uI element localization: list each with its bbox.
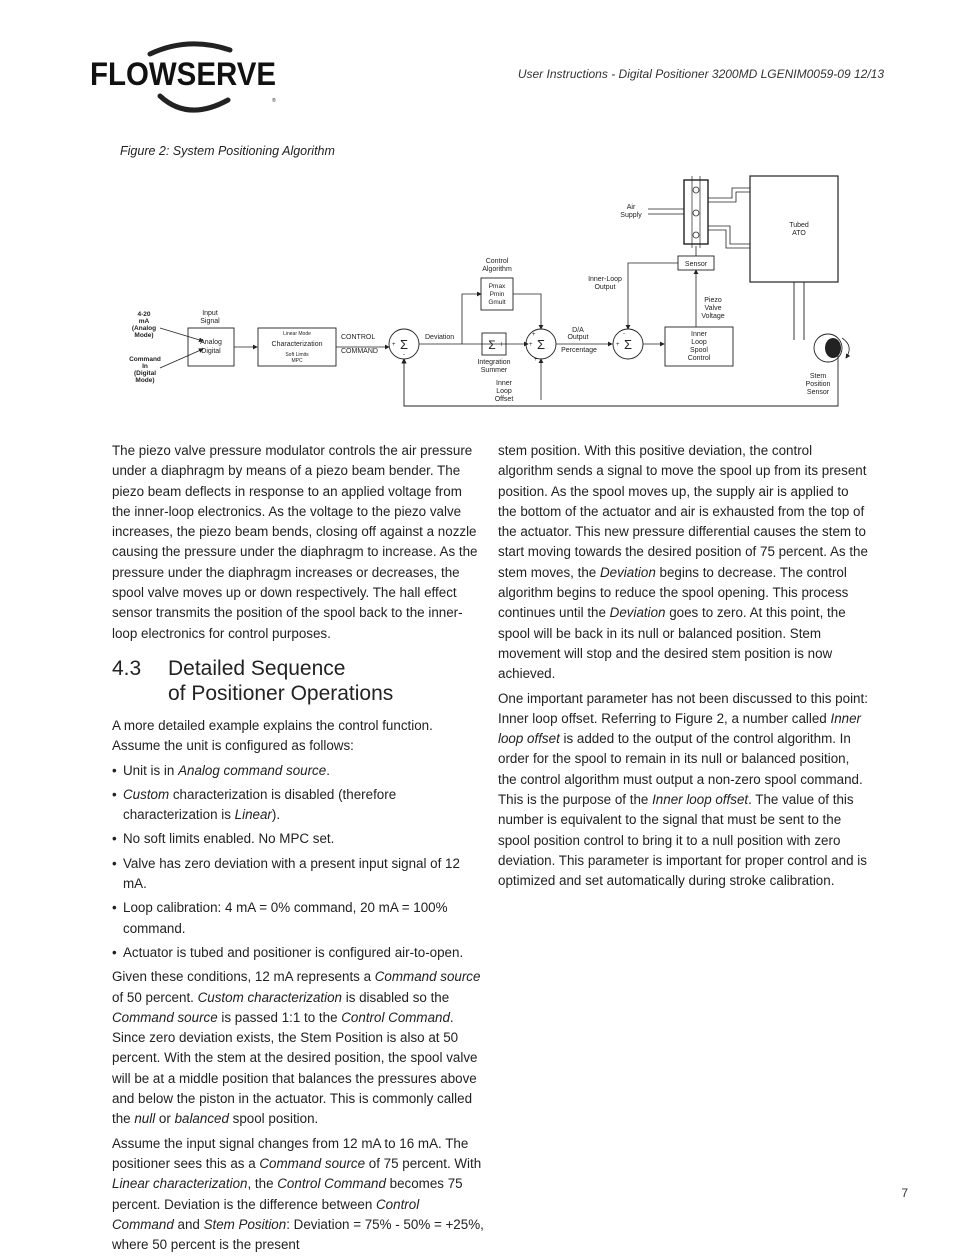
svg-text:4-20: 4-20 bbox=[137, 311, 151, 318]
svg-text:Voltage: Voltage bbox=[701, 313, 725, 320]
logo-text: FLOWSERVE bbox=[90, 56, 276, 92]
svg-text:Signal: Signal bbox=[200, 318, 220, 325]
svg-text:-: - bbox=[403, 352, 405, 358]
flowserve-logo bbox=[88, 40, 280, 114]
list-item: • Valve has zero deviation with a present input signal of 12 mA. bbox=[112, 854, 484, 895]
svg-text:Offset: Offset bbox=[494, 396, 514, 403]
svg-text:Mode): Mode) bbox=[134, 332, 154, 339]
svg-text:Command: Command bbox=[129, 356, 161, 363]
svg-text:Mode): Mode) bbox=[135, 377, 155, 384]
svg-text:(Digital: (Digital bbox=[133, 370, 157, 377]
svg-text:mA: mA bbox=[138, 318, 150, 325]
paragraph: Given these conditions, 12 mA represents a Command source of 50 percent. Custom characterization is disabled so the Command source is passed 1:1 to the Control Command. Since zero deviation exists, the Stem Position is also at 50 percent. With the stem at the desired position, the spool valve will be at a middle position that balances the pressures above and below the piston in the actuator. This is commonly called the null or balanced spool position. bbox=[112, 969, 481, 1127]
svg-text:+: + bbox=[532, 332, 536, 338]
svg-text:MPC: MPC bbox=[291, 358, 303, 364]
svg-text:Loop: Loop bbox=[496, 388, 512, 395]
svg-text:Summer: Summer bbox=[480, 367, 508, 374]
svg-text:Control: Control bbox=[485, 258, 509, 265]
svg-text:Deviation: Deviation bbox=[425, 334, 455, 341]
svg-text:Sensor: Sensor bbox=[684, 261, 708, 268]
system-positioning-diagram bbox=[100, 168, 860, 420]
svg-text:In: In bbox=[142, 363, 148, 370]
svg-text:-: - bbox=[623, 331, 625, 337]
figure-caption: Figure 2: System Positioning Algorithm bbox=[120, 144, 335, 158]
configuration-list bbox=[112, 761, 484, 964]
svg-text:Inner: Inner bbox=[496, 380, 512, 387]
svg-text:®: ® bbox=[272, 98, 276, 104]
svg-text:Σ: Σ bbox=[536, 337, 546, 352]
svg-text:Linear Mode: Linear Mode bbox=[283, 331, 311, 337]
paragraph: One important parameter has not been discussed to this point: Inner loop offset. Referring to Figure 2, a number called Inner loop offset is added to the output of the control algorithm. In order for the spool to remain in its null or balanced position, the control algorithm must output a non-zero spool command. This is the purpose of the Inner loop offset. The value of this number is equivalent to the signal that must be sent to the spool position control to bring it to a null position with zero deviation. This parameter is important for proper control and is optimized and set automatically during stroke calibration. bbox=[498, 690, 868, 889]
svg-text:Inner: Inner bbox=[691, 331, 707, 338]
svg-text:Pmax: Pmax bbox=[488, 283, 506, 290]
svg-text:I: I bbox=[501, 342, 503, 348]
section-heading bbox=[112, 656, 484, 706]
svg-text:Gmult: Gmult bbox=[488, 299, 506, 306]
svg-text:Integration: Integration bbox=[477, 359, 511, 366]
svg-text:Supply: Supply bbox=[620, 212, 642, 219]
svg-text:ATO: ATO bbox=[792, 230, 806, 237]
svg-text:Stem: Stem bbox=[809, 373, 827, 380]
section-title: Detailed Sequence of Positioner Operations bbox=[168, 656, 394, 705]
paragraph: Assume the input signal changes from 12 mA to 16 mA. The positioner sees this as a Command source of 75 percent. With Linear characterization, the Control Command becomes 75 percent. Deviation is the difference between Control Command and Stem Position: Deviation = 75% - 50% = +25%, where 50 percent is the present bbox=[112, 1135, 484, 1253]
svg-text:Output: Output bbox=[567, 334, 589, 341]
svg-text:COMMAND: COMMAND bbox=[341, 348, 378, 355]
list-item: • Custom characterization is disabled (therefore characterization is Linear). bbox=[112, 785, 484, 826]
paragraph: stem position. With this positive deviation, the control algorithm sends a signal to move the spool up from its present position. As the spool moves up, the supply air is applied to the bottom of the actuator and air is exhausted from the top of the actuator. This new pressure differential causes the stem to start moving towards the desired position of 75 percent. As the stem moves, the Deviation begins to decrease. The control algorithm begins to reduce the spool opening. This process continues until the Deviation goes to zero. At this point, the spool will be back in its null or balanced position. Stem movement will stop and the desired stem position is now achieved. bbox=[498, 443, 868, 682]
svg-text:Piezo: Piezo bbox=[704, 297, 722, 304]
section-number: 4.3 bbox=[112, 656, 142, 680]
svg-text:Input: Input bbox=[202, 310, 218, 317]
svg-text:Pmin: Pmin bbox=[489, 291, 505, 298]
text-column-left bbox=[112, 441, 484, 1259]
text-column-right bbox=[498, 441, 870, 896]
document-title: User Instructions - Digital Positioner 3200MD LGENIM0059-09 12/13 bbox=[517, 67, 884, 81]
svg-text:+: + bbox=[616, 342, 620, 348]
svg-text:+: + bbox=[534, 357, 538, 363]
svg-text:Valve: Valve bbox=[704, 305, 722, 312]
paragraph: The piezo valve pressure modulator controls the air pressure under a diaphragm by means of a piezo beam bender. The piezo beam deflects in response to an applied voltage from the inner-loop electronics. As the voltage to the piezo valve increases, the piezo beam bends, closing off against a nozzle causing the pressure under the diaphragm to increase. As the pressure under the diaphragm increases or decreases, the spool valve moves up or down respectively. The hall effect sensor transmits the position of the spool back to the inner-loop electronics for control purposes. bbox=[112, 443, 478, 641]
svg-text:Sensor: Sensor bbox=[806, 389, 830, 396]
svg-text:Control: Control bbox=[687, 355, 711, 362]
svg-text:(Analog: (Analog bbox=[131, 325, 157, 332]
svg-text:Soft Limits: Soft Limits bbox=[285, 352, 309, 358]
svg-text:Digital: Digital bbox=[201, 348, 221, 355]
svg-text:Inner-Loop: Inner-Loop bbox=[588, 276, 622, 283]
svg-text:D/A: D/A bbox=[572, 327, 584, 334]
svg-text:Output: Output bbox=[594, 284, 616, 291]
svg-text:Position: Position bbox=[805, 381, 831, 388]
svg-text:Tubed: Tubed bbox=[789, 222, 809, 229]
paragraph: A more detailed example explains the control function. Assume the unit is configured as follows: bbox=[112, 717, 433, 754]
svg-text:Characterization: Characterization bbox=[271, 341, 323, 348]
svg-text:Analog: Analog bbox=[200, 339, 222, 346]
list-item: • Loop calibration: 4 mA = 0% command, 20 mA = 100% command. bbox=[112, 898, 484, 939]
list-item: • No soft limits enabled. No MPC set. bbox=[112, 829, 484, 849]
svg-text:Spool: Spool bbox=[690, 347, 708, 354]
svg-text:+: + bbox=[529, 342, 533, 348]
svg-text:+: + bbox=[392, 342, 396, 348]
svg-text:Σ: Σ bbox=[623, 337, 633, 352]
svg-text:Algorithm: Algorithm bbox=[482, 266, 512, 273]
svg-text:Σ: Σ bbox=[488, 338, 496, 352]
list-item: • Actuator is tubed and positioner is configured air-to-open. bbox=[112, 943, 484, 963]
page-number: 7 bbox=[901, 1186, 908, 1200]
list-item: • Unit is in Analog command source. bbox=[112, 761, 484, 781]
svg-text:CONTROL: CONTROL bbox=[341, 334, 376, 341]
svg-text:Air: Air bbox=[626, 204, 636, 211]
svg-text:Σ: Σ bbox=[399, 337, 409, 352]
svg-text:Loop: Loop bbox=[691, 339, 707, 346]
svg-text:Percentage: Percentage bbox=[561, 347, 597, 354]
